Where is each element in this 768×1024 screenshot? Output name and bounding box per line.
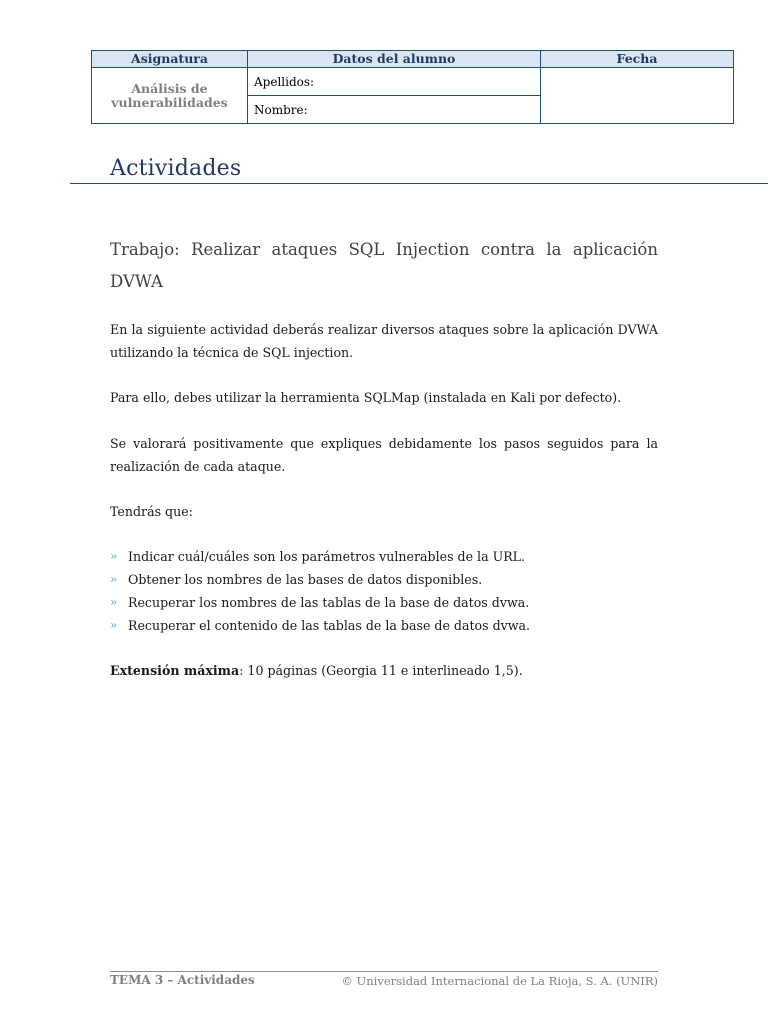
bullet-arrow-icon: » xyxy=(110,549,118,563)
max-length-value: : 10 páginas (Georgia 11 e interlineado 1,5). xyxy=(239,663,523,678)
bullet-arrow-icon: » xyxy=(110,572,118,586)
surname-label: Apellidos: xyxy=(254,74,315,89)
date-field xyxy=(541,68,734,124)
max-length-note xyxy=(110,659,523,682)
header-col-student-data: Datos del alumno xyxy=(248,51,541,68)
subject-cell xyxy=(92,68,248,124)
list-item xyxy=(110,545,670,568)
footer-topic: TEMA 3 – Actividades xyxy=(110,973,255,987)
name-field xyxy=(248,96,541,124)
list-item xyxy=(110,591,670,614)
task-list xyxy=(110,545,670,637)
footer-divider xyxy=(110,971,658,972)
subject-name-line2: vulnerabilidades xyxy=(111,94,228,110)
tasks-intro: Tendrás que: xyxy=(110,504,193,519)
list-item xyxy=(110,614,670,637)
surname-field xyxy=(248,68,541,96)
list-item-text: Indicar cuál/cuáles son los parámetros vulnerables de la URL. xyxy=(128,549,526,564)
tool-paragraph: Para ello, debes utilizar la herramienta SQLMap (instalada en Kali por defecto). xyxy=(110,390,622,405)
name-label: Nombre: xyxy=(254,102,308,117)
list-item-text: Recuperar los nombres de las tablas de la base de datos dvwa. xyxy=(128,595,530,610)
intro-paragraph: En la siguiente actividad deberás realizar diversos ataques sobre la aplicación DVWA utilizando la técnica de SQL injection. xyxy=(110,322,658,360)
section-divider xyxy=(70,183,768,184)
bullet-arrow-icon: » xyxy=(110,595,118,609)
header-table xyxy=(91,50,734,124)
header-col-subject: Asignatura xyxy=(92,51,248,68)
bullet-arrow-icon: » xyxy=(110,618,118,632)
subject-name-line1: Análisis de xyxy=(131,80,208,96)
list-item-text: Obtener los nombres de las bases de datos disponibles. xyxy=(128,572,483,587)
section-title: Actividades xyxy=(110,156,242,181)
max-length-label: Extensión máxima xyxy=(110,663,240,678)
list-item xyxy=(110,568,670,591)
header-col-date: Fecha xyxy=(541,51,734,68)
footer-copyright: © Universidad Internacional de La Rioja, S. A. (UNIR) xyxy=(341,974,658,988)
evaluation-paragraph: Se valorará positivamente que expliques debidamente los pasos seguidos para la realización de cada ataque. xyxy=(110,436,658,474)
task-title: Trabajo: Realizar ataques SQL Injection contra la aplicación DVWA xyxy=(110,240,658,291)
list-item-text: Recuperar el contenido de las tablas de la base de datos dvwa. xyxy=(128,618,531,633)
